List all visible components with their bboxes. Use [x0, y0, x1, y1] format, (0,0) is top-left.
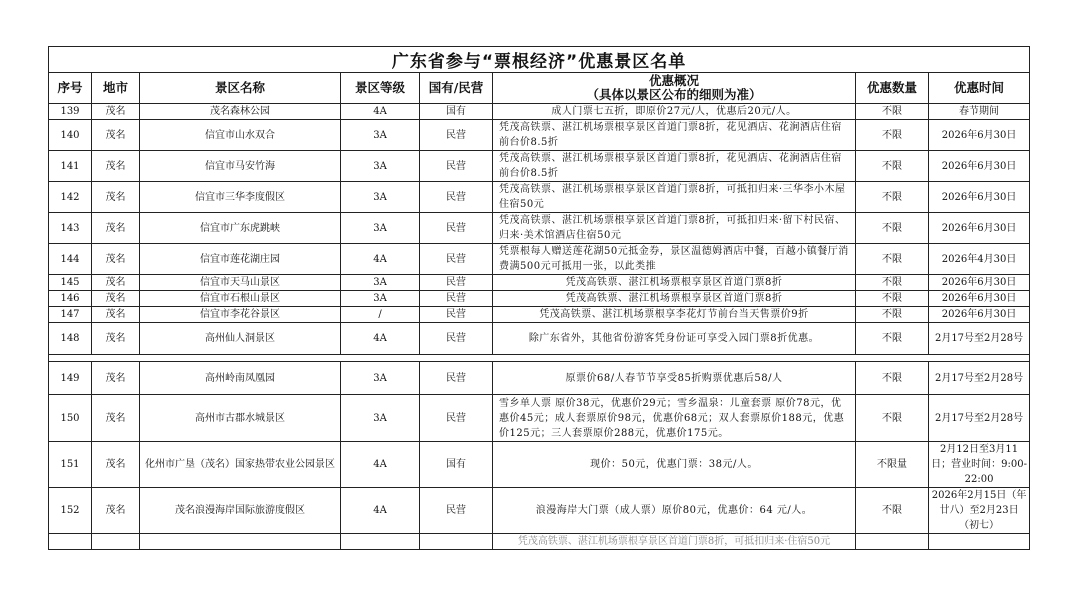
header-ownership: 国有/民营 [420, 73, 493, 104]
cell-level: 3A [341, 291, 420, 307]
cell-city: 茂名 [92, 395, 140, 442]
cell-name: 信宜市广东虎跳峡 [140, 213, 341, 244]
cell-ownership: 民营 [420, 120, 493, 151]
cell-name: 茂名森林公园 [140, 104, 341, 120]
cell-quota: 不限 [856, 104, 929, 120]
table-row [49, 213, 1030, 244]
cell-name: 信宜市三华李度假区 [140, 182, 341, 213]
cell-seq: 144 [49, 244, 92, 275]
table-row [49, 104, 1030, 120]
cell-name: 信宜市山水双合 [140, 120, 341, 151]
cell-ownership: 民营 [420, 488, 493, 534]
cell-level: 3A [341, 120, 420, 151]
cell-period: 2月17号至2月28号 [929, 395, 1030, 442]
cell-quota: 不限 [856, 291, 929, 307]
cell-quota: 不限 [856, 213, 929, 244]
cell-detail: 浪漫海岸大门票（成人票）原价80元，优惠价：64 元/人。 [493, 488, 856, 534]
cell-quota: 不限 [856, 307, 929, 323]
cell-level: 3A [341, 151, 420, 182]
cell-quota: 不限 [856, 488, 929, 534]
cell-period: 2026年6月30日 [929, 307, 1030, 323]
table-row [49, 151, 1030, 182]
cell-level: 4A [341, 488, 420, 534]
header-row [49, 73, 1030, 104]
cell-level: 3A [341, 213, 420, 244]
cell-level: 3A [341, 395, 420, 442]
cell-period: 2026年6月30日 [929, 291, 1030, 307]
header-seq: 序号 [49, 73, 92, 104]
header-detail-line1: 优惠概况 [648, 73, 699, 88]
cell-city: 茂名 [92, 275, 140, 291]
cell-quota: 不限 [856, 182, 929, 213]
cell-period: 2026年2月15日（年廿八）至2月23日（初七） [929, 488, 1030, 534]
cell-name: 信宜市马安竹海 [140, 151, 341, 182]
cell-detail: 凭茂高铁票、湛江机场票根享景区首道门票8折，可抵扣归来·留下村民宿、归来·美术馆酒店住宿50元 [493, 213, 856, 244]
cell-seq: 141 [49, 151, 92, 182]
cell-detail: 原票价68/人春节节享受85折购票优惠后58/人 [493, 362, 856, 395]
cell-quota: 不限 [856, 151, 929, 182]
cell-period: 2026年6月30日 [929, 182, 1030, 213]
cell-city: 茂名 [92, 182, 140, 213]
cell-detail: 凭茂高铁票、湛江机场票根享景区首道门票8折 [493, 291, 856, 307]
cell-ownership: 民营 [420, 275, 493, 291]
cell-quota: 不限 [856, 120, 929, 151]
table-row [49, 362, 1030, 395]
cell-detail: 凭票根每人赠送莲花湖50元抵金券，景区温德姆酒店中餐，百越小镇餐厅消费满500元可抵用一张，以此类推 [493, 244, 856, 275]
header-city: 地市 [92, 73, 140, 104]
cell-ownership [420, 534, 493, 550]
cell-period [929, 534, 1030, 550]
scenic-spot-table [48, 46, 1030, 550]
header-detail-line2: （具体以景区公布的细则为准） [586, 87, 762, 102]
cell-city: 茂名 [92, 120, 140, 151]
cell-period: 2月17号至2月28号 [929, 323, 1030, 355]
table-row [49, 275, 1030, 291]
cell-seq: 145 [49, 275, 92, 291]
header-name: 景区名称 [140, 73, 341, 104]
table-row [49, 244, 1030, 275]
cell-seq: 149 [49, 362, 92, 395]
cell-detail: 雪乡单人票 原价38元，优惠价29元；雪乡温泉：儿童套票 原价78元，优惠价45元；成人套票原价98元，优惠价68元；双人套票原价188元，优惠价125元；三人套票原价288元，优惠价175元。 [493, 395, 856, 442]
cell-city: 茂名 [92, 104, 140, 120]
cell-city: 茂名 [92, 442, 140, 488]
cell-ownership: 民营 [420, 362, 493, 395]
table-row-cut [49, 534, 1030, 550]
table-row [49, 120, 1030, 151]
cell-city: 茂名 [92, 291, 140, 307]
cell-seq: 140 [49, 120, 92, 151]
cell-ownership: 国有 [420, 104, 493, 120]
cell-level: / [341, 307, 420, 323]
table-row [49, 323, 1030, 355]
cell-detail: 除广东省外，其他省份游客凭身份证可享受入园门票8折优惠。 [493, 323, 856, 355]
cell-ownership: 民营 [420, 244, 493, 275]
cell-city: 茂名 [92, 244, 140, 275]
cell-detail: 现价：50元，优惠门票：38元/人。 [493, 442, 856, 488]
cell-period: 2月12日至3月11日；营业时间：9:00-22:00 [929, 442, 1030, 488]
cell-quota: 不限 [856, 395, 929, 442]
cell-level: 3A [341, 182, 420, 213]
cell-level: 3A [341, 275, 420, 291]
cell-seq: 151 [49, 442, 92, 488]
cell-city: 茂名 [92, 213, 140, 244]
cell-quota: 不限 [856, 362, 929, 395]
cell-period: 2026年6月30日 [929, 120, 1030, 151]
cell-seq: 152 [49, 488, 92, 534]
cell-period: 2026年6月30日 [929, 151, 1030, 182]
cell-seq: 139 [49, 104, 92, 120]
cell-level: 4A [341, 104, 420, 120]
cell-quota: 不限 [856, 244, 929, 275]
cell-name: 化州市广垦（茂名）国家热带农业公园景区 [140, 442, 341, 488]
cell-level: 3A [341, 362, 420, 395]
cell-quota [856, 534, 929, 550]
cell-city [92, 534, 140, 550]
cell-detail: 凭茂高铁票、湛江机场票根享景区首道门票8折，花见酒店、花涧酒店住宿前台价8.5折 [493, 151, 856, 182]
cell-quota: 不限 [856, 323, 929, 355]
table-row [49, 395, 1030, 442]
cell-detail: 凭茂高铁票、湛江机场票根享景区首道门票8折，可抵扣归来·住宿50元 [493, 534, 856, 550]
cell-level [341, 534, 420, 550]
cell-seq [49, 534, 92, 550]
cell-detail: 凭茂高铁票、湛江机场票根享景区首道门票8折，可抵扣归来·三华李小木屋住宿50元 [493, 182, 856, 213]
cell-level: 4A [341, 323, 420, 355]
cell-ownership: 民营 [420, 323, 493, 355]
page-break-gap [49, 355, 1030, 362]
header-level: 景区等级 [341, 73, 420, 104]
table-row [49, 291, 1030, 307]
cell-name: 高州市古郡水城景区 [140, 395, 341, 442]
cell-detail: 成人门票七五折，即原价27元/人，优惠后20元/人。 [493, 104, 856, 120]
cell-level: 4A [341, 244, 420, 275]
cell-period: 2026年6月30日 [929, 275, 1030, 291]
cell-ownership: 民营 [420, 151, 493, 182]
cell-period: 2026年6月30日 [929, 213, 1030, 244]
cell-name: 高州仙人洞景区 [140, 323, 341, 355]
cell-seq: 150 [49, 395, 92, 442]
cell-quota: 不限 [856, 275, 929, 291]
cell-level: 4A [341, 442, 420, 488]
cell-ownership: 民营 [420, 307, 493, 323]
cell-period: 2026年4月30日 [929, 244, 1030, 275]
header-detail [493, 73, 856, 104]
cell-name: 茂名浪漫海岸国际旅游度假区 [140, 488, 341, 534]
cell-city: 茂名 [92, 488, 140, 534]
cell-name: 信宜市天马山景区 [140, 275, 341, 291]
cell-period: 春节期间 [929, 104, 1030, 120]
table-row [49, 488, 1030, 534]
cell-seq: 142 [49, 182, 92, 213]
document-page [48, 46, 1029, 550]
table-row [49, 182, 1030, 213]
cell-seq: 143 [49, 213, 92, 244]
cell-name [140, 534, 341, 550]
cell-period: 2月17号至2月28号 [929, 362, 1030, 395]
cell-seq: 146 [49, 291, 92, 307]
cell-detail: 凭茂高铁票、湛江机场票根享景区首道门票8折，花见酒店、花涧酒店住宿前台价8.5折 [493, 120, 856, 151]
cell-ownership: 民营 [420, 213, 493, 244]
cell-ownership: 民营 [420, 182, 493, 213]
table-row [49, 307, 1030, 323]
cell-city: 茂名 [92, 323, 140, 355]
table-row [49, 442, 1030, 488]
cell-seq: 147 [49, 307, 92, 323]
header-period: 优惠时间 [929, 73, 1030, 104]
cell-city: 茂名 [92, 151, 140, 182]
cell-name: 信宜市莲花湖庄园 [140, 244, 341, 275]
cell-ownership: 民营 [420, 395, 493, 442]
cell-name: 高州岭南凤凰园 [140, 362, 341, 395]
table-title: 广东省参与“票根经济”优惠景区名单 [49, 47, 1030, 73]
cell-quota: 不限量 [856, 442, 929, 488]
cell-ownership: 国有 [420, 442, 493, 488]
cell-ownership: 民营 [420, 291, 493, 307]
cell-city: 茂名 [92, 362, 140, 395]
cell-detail: 凭茂高铁票、湛江机场票根享景区首道门票8折 [493, 275, 856, 291]
cell-detail: 凭茂高铁票、湛江机场票根享李花灯节前台当天售票价9折 [493, 307, 856, 323]
header-quota: 优惠数量 [856, 73, 929, 104]
cell-seq: 148 [49, 323, 92, 355]
cell-name: 信宜市石根山景区 [140, 291, 341, 307]
cell-name: 信宜市李花谷景区 [140, 307, 341, 323]
cell-city: 茂名 [92, 307, 140, 323]
